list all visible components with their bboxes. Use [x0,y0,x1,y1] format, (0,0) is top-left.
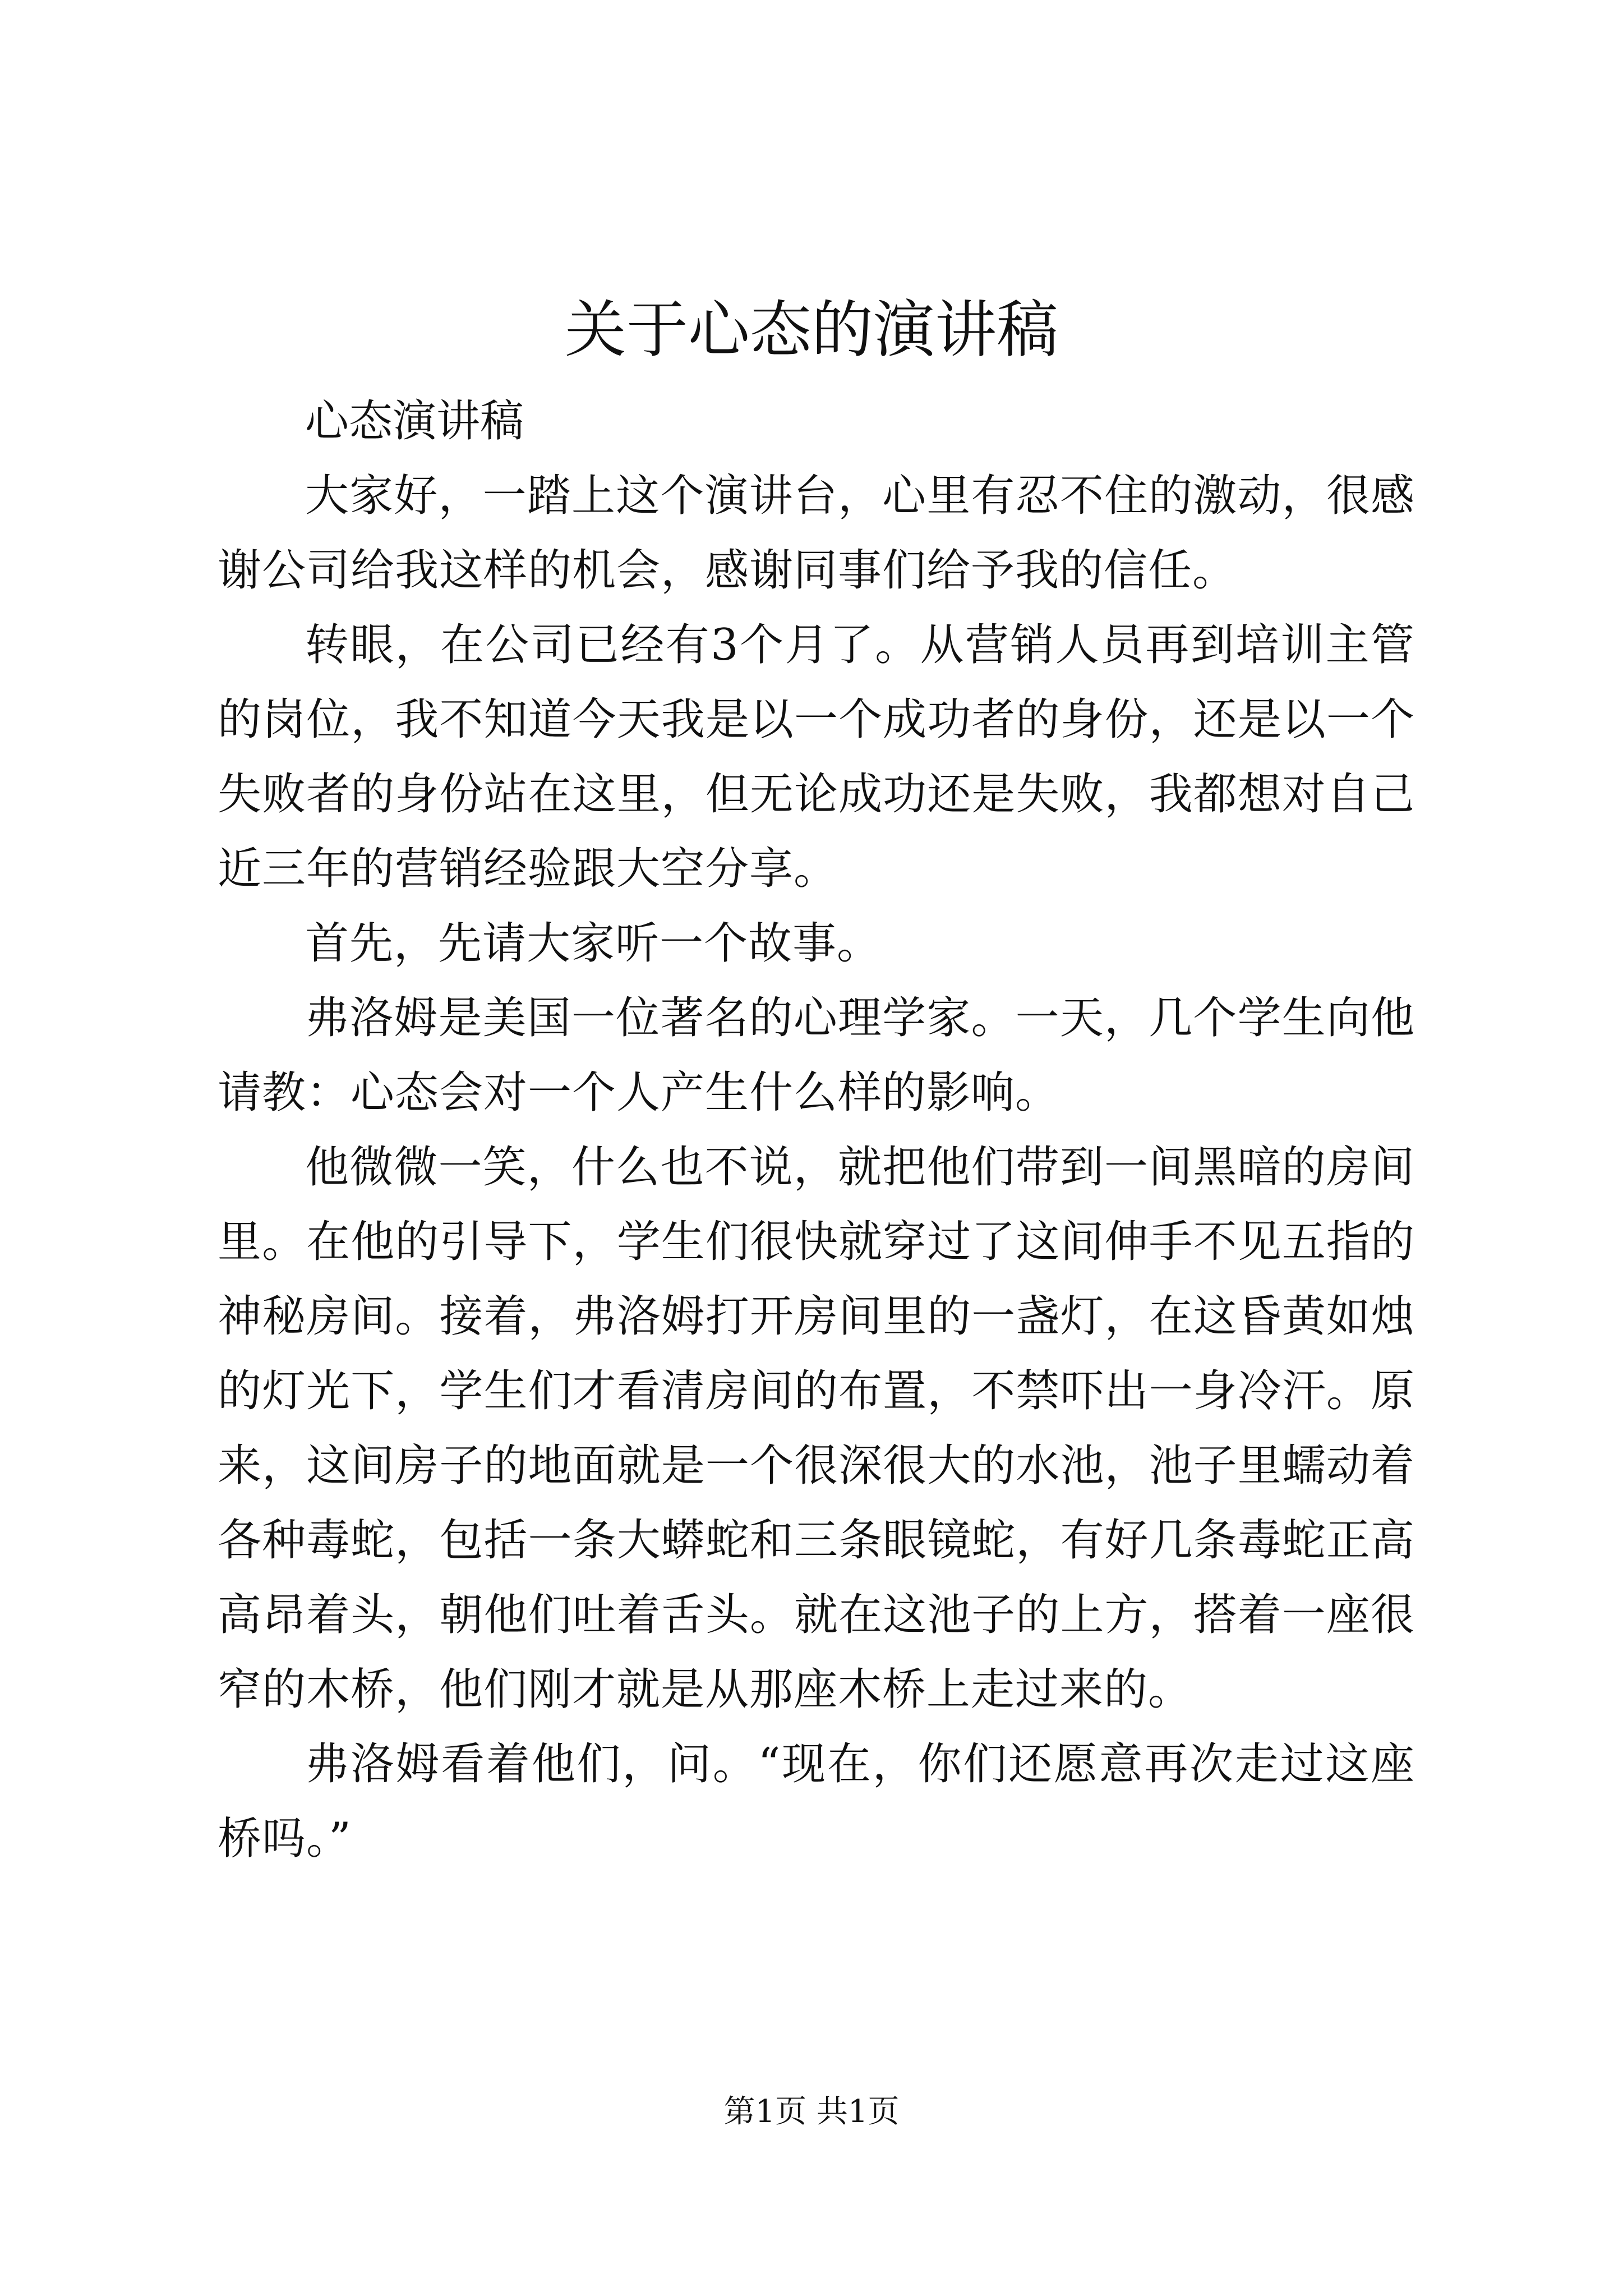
paragraph-fromm-question: 弗洛姆是美国一位著名的心理学家。一天，几个学生向他请教：心态会对一个人产生什么样的影响。 [218,993,1415,1118]
paragraph-dark-room-story: 他微微一笑，什么也不说，就把他们带到一间黑暗的房间里。在他的引导下，学生们很快就穿过了这间伸手不见五指的神秘房间。接着，弗洛姆打开房间里的一盏灯，在这昏黄如烛的灯光下，学生们才看清房间的布置，不禁吓出一身冷汗。原来，这间房子的地面就是一个很深很大的水池，池子里蠕动着各种毒蛇，包括一条大蟒蛇和三条眼镜蛇，有好几条毒蛇正高高昂着头，朝他们吐着舌头。就在这池子的上方，搭着一座很窄的木桥，他们刚才就是从那座木桥上走过来的。 [218,1142,1415,1715]
paragraph-greeting: 大家好，一踏上这个演讲台，心里有忍不住的激动，很感谢公司给我这样的机会，感谢同事们给予我的信任。 [218,471,1415,596]
document-body [218,384,1415,1876]
document-subtitle: 心态演讲稿 [305,396,524,447]
paragraph-fromm-asks: 弗洛姆看着他们，问。“现在，你们还愿意再次走过这座桥吗。” [218,1739,1415,1864]
document-title: 关于心态的演讲稿 [565,294,1058,366]
page-footer: 第1页 共1页 [723,2093,900,2130]
paragraph-story-intro: 首先，先请大家听一个故事。 [305,918,882,969]
paragraph-introduction: 转眼，在公司已经有3个月了。从营销人员再到培训主管的岗位，我不知道今天我是以一个成功者的身份，还是以一个失败者的身份站在这里，但无论成功还是失败，我都想对自己近三年的营销经验跟大空分享。 [218,620,1415,894]
